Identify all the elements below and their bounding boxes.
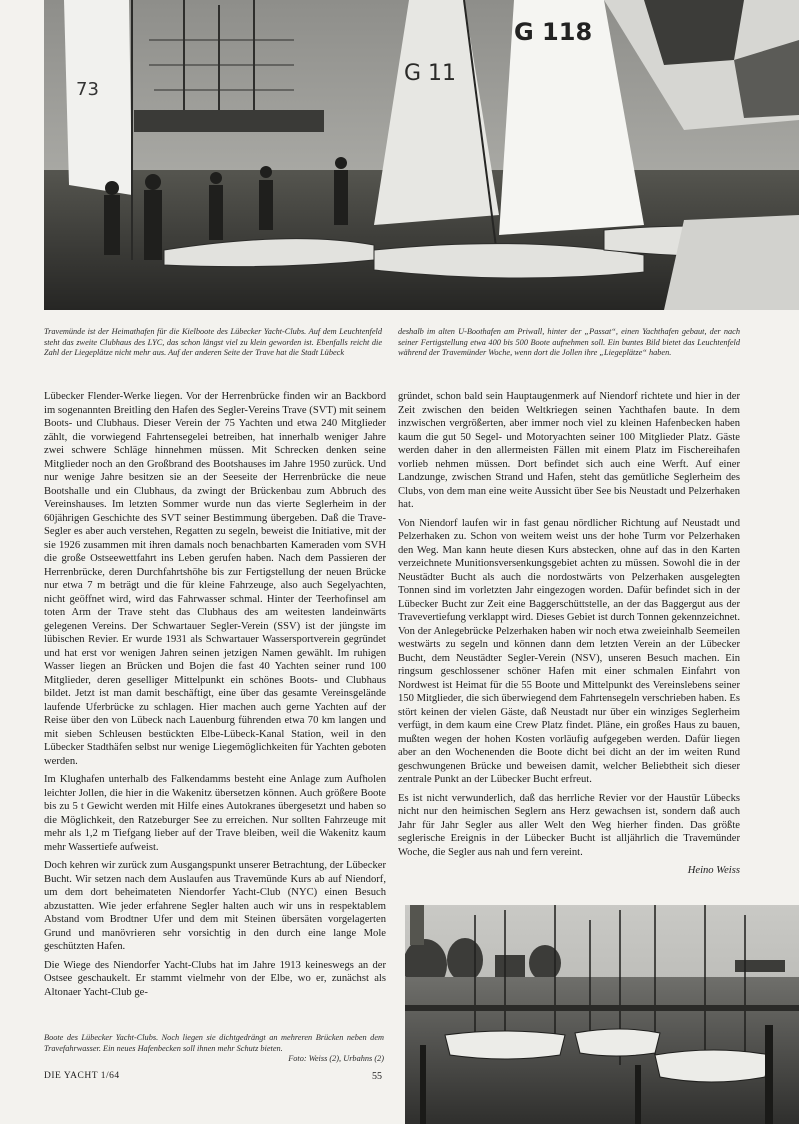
caption-bottom	[44, 1033, 384, 1065]
top-photo-image	[44, 0, 799, 310]
bottom-photo-harbour	[405, 905, 799, 1124]
author-name: Heino Weiss	[687, 865, 740, 876]
article-paragraph: Lübecker Flender-Werke liegen. Vor der Herrenbrücke finden wir an Backbord im sogenannten Breitling den Hafen des Segler-Vereins Trave (SVT) mit seinem Boots- und Clubhaus. Dieser Verein der 75 Yachten und etwa 240 Mitglieder zählt, die vorwiegend Fahrtensegelei betreiben, hat innerhalb weniger Jahre zwei schwere Schläge hinnehmen müssen. Mit Schrecken denken seine Mitglieder noch an den Großbrand des Bootshauses im Jahre 1950 zurück. Und nur wenige Jahre besitzen sie an der Seeseite der Herrenbrücke die neue Bootshalle und ein Clubhaus, da zwingt der Brückenbau zum Abbruch des Vereinshauses. Im letzten Sommer wurde nun das vierte Seglerheim in der 60jährigen Geschichte des SVT seiner Bestimmung übergeben. Daß die Trave-Segler es aber auch verstehen, Regatten zu segeln, beweist die Initiative, mit der sie 1926 zusammen mit ihren damals noch benachbarten Kameraden vom SVH die große Ostseewettfahrt ins Leben gerufen haben. Nach dem Passieren der Herrenbrücke, deren Durchfahrtshöhe bis zur Fertigstellung der neuen Brücke nur etwa 7 m beträgt und die für kleine Fahrzeuge, also auch Segelyachten, nicht geöffnet wird, wird das Fahrwasser schmal. Hinter der Teerhofinsel am toten Arm der Trave steht das Clubhaus des am weitesten landeinwärts gelegenen Vereins. Der Schwartauer Segler-Verein (SSV) ist der jüngste im lübischen Revier. Er wurde 1931 als Schwartauer Wassersportverein gegründet und hat erst vor wenigen Jahren seinen jetzigen Namen gewählt. Im ruhigen Wasser liegen an Brücken und Bojen die fast 40 Yachten seiner rund 100 Mitglieder, deren geselliger Mittelpunkt ein schönes Boots- und Clubhaus bildet. Jetzt ist man damit beschäftigt, eine über das gesamte Vereinsgelände laufende Uferbrücke zu schlagen. Hier machen auch gerne Yachten auf der Reise über den von Lübeck nach Lauenburg führenden etwa 70 km langen und mit sieben Schleusen bestückten Elbe-Lübeck-Kanal Station, weil in den Lübecker Stadthäfen selbst nur wenige Liegemöglichkeiten für Yachten geboten werden.	[44, 391, 386, 767]
journal-name: DIE YACHT 1/64	[44, 1071, 120, 1081]
top-photo-dinghies	[44, 0, 799, 310]
article-paragraph: Die Wiege des Niendorfer Yacht-Clubs hat im Jahre 1913 keineswegs an der Ostsee geschaukelt. Er stammt vielmehr von der Elbe, wo er, zunächst als Altonaer Yacht-Club ge-	[44, 959, 386, 998]
article-paragraph: Im Klughafen unterhalb des Falkendamms besteht eine Anlage zum Aufholen leichter Jollen, die hier in die Wakenitz übersetzen können. Auch größere Boote bis zu 5 t Gewicht werden mit Hilfe eines Autokranes übergesetzt und haben so die Möglichkeit, den Ratzeburger See zu erreichen. Nur sollten Fahrzeuge mit mehr als 1,2 m Tiefgang lieber auf der Trave bleiben, weil die Wakenitz kaum mehr Wassertiefe aufweist.	[44, 774, 386, 853]
caption-top-right: deshalb im alten U-Boothafen am Priwall, hinter der „Passat“, einen Yachthafen gebaut, der nach seiner Fertigstellung etwa 400 bis 500 Boote aufnehmen soll. Ein buntes Bild bietet das Leuchtenfeld während der Travemünder Woche, wenn dort die Jollen ihre „Liegeplätze“ haben.	[398, 327, 740, 357]
article-paragraph: Doch kehren wir zurück zum Ausgangspunkt unserer Betrachtung, der Lübecker Bucht. Wir setzen nach dem Auslaufen aus Travemünde Kurs ab auf Niendorf, um dem dort beheimateten Niendorfer Yacht-Club (NYC) einen Besuch abzustatten. Wie jeder erfahrene Segler halten auch wir uns in respektablem Abstand vom Brodtner Ufer und dem mit Steinen übersäten vorgelagerten Grund und manövrieren sehr vorsichtig in den durch eine lange Mole geschützten Hafen.	[44, 860, 386, 952]
article-paragraph: Von Niendorf laufen wir in fast genau nördlicher Richtung auf Neustadt und Pelzerhaken zu. Schon von weitem weist uns der hohe Turm vor Pelzerhaken den Weg. Man kann heute diesen Kurs abstecken, ohne auf das in den Karten verzeichnete Munitionsversenkungsgebiet achten zu müssen. Sowohl die in der Neustädter Bucht als auch die nordostwärts von Pelzerhaken ausgelegten Tonnen sind im vorletzten Jahr eingezogen worden. Dafür befindet sich in der Lübecker Bucht zur Zeit eine Baggerschüttstelle, an der das Baggergut aus der Travevertiefung verklappt wird. Dieses Gebiet ist durch Tonnen gekennzeichnet. Von der Anlegebrücke Pelzerhaken haben wir noch etwa zweieinhalb Seemeilen westwärts zu segeln und können dann dem letzten Verein an der Lübecker Bucht, dem Neustädter Segler-Verein (NSV), unseren Besuch machen. Ein ringsum geschlossener schöner Hafen mit einer schmalen Einfahrt von Nordwest ist Heimat für die 55 Boote und Mittelpunkt des Vereinslebens seiner 150 Mitglieder, die sich überwiegend dem Fahrtensegeln verschrieben haben. Es stört keinen der vielen Gäste, daß Neustadt nur über ein winziges Seglerheim verfügt, in dem kaum eine Crew Platz findet. Pläne, ein großes Haus zu bauen, mußten wegen der hohen Kosten vorläufig aufgegeben werden. Dafür liegen aber an den Wochenenden die Boote dicht bei dicht an der im weiten Rund geschwungenen Brücke und beweisen damit, welcher Beliebtheit sich dieser zentrale Punkt an der Lübecker Bucht erfreut.	[398, 517, 740, 785]
article-column-left	[44, 390, 386, 1022]
caption-top-left: Travemünde ist der Heimathafen für die Kielboote des Lübecker Yacht-Clubs. Auf dem Leuchtenfeld steht das zweite Clubhaus des LYC, das schon längst viel zu klein geworden ist. Ebenfalls reicht die Zahl der Liegeplätze nicht mehr aus. Auf der anderen Seite der Trave hat die Stadt Lübeck	[44, 327, 382, 357]
right-sail-number: G 118	[514, 18, 593, 46]
photo-credit: Foto: Weiss (2), Urbahns (2)	[288, 1054, 384, 1063]
page-number: 55	[372, 1071, 382, 1082]
article-paragraph: Es ist nicht verwunderlich, daß das herrliche Revier vor der Haustür Lübecks nicht nur den heimischen Seglern ans Herz gewachsen ist, sondern daß auch Jahr für Jahr Segler aus aller Welt den Weg hierher finden. Das größte seglerische Ereignis in der Lübecker Bucht ist alljährlich die Travemünder Woche, die Segler aus nah und fern vereint.	[398, 792, 740, 858]
left-sail-number: 73	[76, 79, 99, 100]
bottom-photo-image	[405, 905, 799, 1124]
article-column-right	[398, 390, 740, 895]
middle-sail-number: G 11	[404, 61, 457, 86]
article-paragraph: gründet, schon bald sein Hauptaugenmerk auf Niendorf richtete und hier in der Zeit zwischen den beiden Weltkriegen seinen Yachthafen baute. In dem inzwischen vergrößerten, aber immer noch viel zu kleinen Hafenbecken haben kaum die gut 50 Segel- und Motoryachten seiner 100 Mitglieder Platz. Gäste werden daher in den allermeisten Fällen mit einem Platz im Fischereihafen vorlieb nehmen müssen. Dort befindet sich auch eine Werft. Auf einer Landzunge, zwischen Strand und Hafen, steht das gemütliche Seglerheim des Clubs, von dem man eine weite Aussicht über See bis Neustadt und Pelzerhaken hat.	[398, 391, 740, 510]
caption-bottom-text: Boote des Lübecker Yacht-Clubs. Noch liegen sie dichtgedrängt an mehreren Brücken neben dem Travefahrwasser. Ein neues Hafenbecken soll ihnen mehr Schutz bieten.	[44, 1033, 384, 1053]
